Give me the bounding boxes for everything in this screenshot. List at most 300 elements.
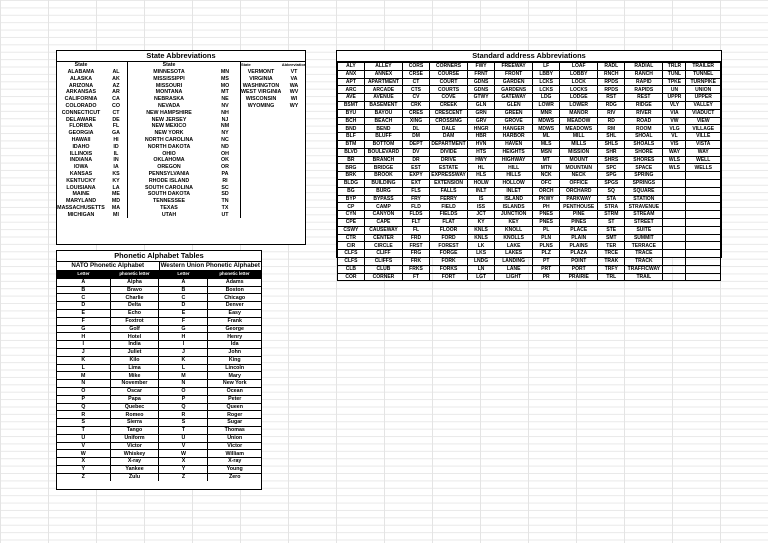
table-cell: LOCK (560, 78, 598, 86)
table-cell: VILLE (686, 133, 721, 141)
table-cell: Hotel (110, 333, 159, 341)
table-cell: COR (338, 273, 365, 281)
table-cell: L (57, 364, 110, 372)
table-cell: U (159, 434, 208, 442)
state-row (57, 191, 127, 198)
table-cell: RPDS (598, 78, 625, 86)
table-cell: CORNER (364, 273, 402, 281)
table-cell: BRANCH (364, 156, 402, 164)
table-cell: TRAFFICWAY (625, 265, 663, 273)
table-cell: RDG (598, 101, 625, 109)
street-row (338, 179, 721, 187)
table-cell: SOUTH CAROLINA (145, 184, 193, 191)
table-cell: RPDS (598, 86, 625, 94)
table-cell: ROAD (625, 117, 663, 125)
table-cell: BAYOU (364, 109, 402, 117)
table-cell: KS (112, 171, 120, 178)
table-cell: RANCH (625, 70, 663, 78)
table-cell: LGT (468, 273, 495, 281)
table-cell: SHR (598, 148, 625, 156)
phonetic-row (57, 309, 261, 317)
table-cell: HAVEN (494, 140, 532, 148)
table-cell: FL (112, 123, 120, 130)
table-cell: TRCE (598, 250, 625, 258)
table-cell: ESTATE (429, 164, 467, 172)
table-cell: PLAINS (560, 242, 598, 250)
table-cell: X-ray (110, 458, 159, 466)
table-cell (663, 179, 686, 187)
table-cell: Kilo (110, 356, 159, 364)
table-cell: CTR (338, 234, 365, 242)
table-cell: RNCH (598, 70, 625, 78)
table-cell: ID (113, 143, 119, 150)
table-cell: V (57, 442, 110, 450)
table-cell: DR (403, 156, 430, 164)
table-cell: LODGE (560, 94, 598, 102)
table-cell: SHL (598, 133, 625, 141)
table-cell (663, 226, 686, 234)
state-row (57, 198, 127, 205)
table-cell: ME (112, 191, 120, 198)
table-cell: X-ray (208, 458, 261, 466)
table-cell: CAUSEWAY (364, 226, 402, 234)
table-cell: PLN (533, 234, 560, 242)
table-cell: E (57, 309, 110, 317)
table-cell: XING (403, 117, 430, 125)
table-cell: FRONT (494, 70, 532, 78)
table-cell: TRAIL (625, 273, 663, 281)
phonetic-row (57, 372, 261, 380)
table-cell: TUNL (663, 70, 686, 78)
table-cell: LOUISIANA (66, 184, 96, 191)
table-cell: K (57, 356, 110, 364)
table-cell: Queen (208, 403, 261, 411)
table-cell: LKS (468, 250, 495, 258)
table-cell: LNDG (468, 257, 495, 265)
phonetic-row (57, 286, 261, 294)
table-cell: I (57, 341, 110, 349)
phonetic-table-title: Phonetic Alphabet Tables (57, 251, 261, 262)
table-cell: BYU (338, 109, 365, 117)
table-cell: NE (221, 96, 229, 103)
table-cell: FORK (429, 257, 467, 265)
table-cell: LOWER (560, 101, 598, 109)
table-cell: NECK (560, 172, 598, 180)
table-cell: R (57, 411, 110, 419)
table-cell: KNLS (468, 226, 495, 234)
table-cell: Y (159, 465, 208, 473)
table-cell: UNION (686, 86, 721, 94)
table-cell: New York (208, 380, 261, 388)
state-row (57, 178, 127, 185)
table-cell: VW (663, 117, 686, 125)
table-cell: MTN (533, 164, 560, 172)
table-cell: TRACE (625, 250, 663, 258)
table-cell: M (57, 372, 110, 380)
table-cell: TER (598, 242, 625, 250)
table-cell (663, 203, 686, 211)
street-abbreviations-table (336, 50, 722, 280)
table-cell: NCK (533, 172, 560, 180)
table-cell: BRG (338, 164, 365, 172)
street-row (338, 63, 721, 71)
state-header: State (241, 62, 251, 68)
state-row (128, 144, 240, 151)
table-cell: FORGE (429, 250, 467, 258)
table-cell: CANYON (364, 211, 402, 219)
table-cell: HILLS (494, 172, 532, 180)
table-cell: VLY (663, 101, 686, 109)
table-cell: George (208, 325, 261, 333)
table-cell: FWY (468, 63, 495, 71)
table-cell: TN (221, 198, 229, 205)
phonetic-row (57, 473, 261, 480)
table-cell: ST (598, 218, 625, 226)
table-cell: MI (113, 211, 119, 218)
table-cell: STA (598, 195, 625, 203)
table-cell: Alpha (110, 278, 159, 286)
state-row (128, 96, 240, 103)
table-cell: GLN (468, 101, 495, 109)
abbr-header: Abbreviation (281, 62, 307, 68)
state-row (128, 157, 240, 164)
street-row (338, 273, 721, 281)
state-row (128, 198, 240, 205)
table-cell: LF (533, 63, 560, 71)
table-cell: PH (533, 203, 560, 211)
table-cell: BRK (338, 172, 365, 180)
table-cell: JUNCTION (494, 211, 532, 219)
table-cell: ARC (338, 86, 365, 94)
table-cell: LCKS (533, 78, 560, 86)
table-cell: Y (57, 465, 110, 473)
table-cell: ORCH (533, 187, 560, 195)
table-cell: B (159, 286, 208, 294)
table-cell: FLORIDA (69, 123, 93, 130)
table-cell: VLG (663, 125, 686, 133)
table-cell: PINE (560, 211, 598, 219)
table-cell: BYPASS (364, 195, 402, 203)
table-cell: Ocean (208, 387, 261, 395)
table-cell: Romeo (110, 411, 159, 419)
table-cell: MASSACHUSETTS (57, 205, 105, 212)
table-cell: KNLS (468, 234, 495, 242)
state-row (128, 89, 240, 96)
table-cell: BCH (338, 117, 365, 125)
table-cell: COURT (429, 78, 467, 86)
table-cell: FL (403, 226, 430, 234)
table-cell: ANX (338, 70, 365, 78)
table-cell: SOUTH DAKOTA (147, 191, 191, 198)
table-cell: PLNS (533, 242, 560, 250)
state-row (57, 89, 127, 96)
table-cell: AR (112, 89, 120, 96)
table-cell: CT (403, 78, 430, 86)
table-cell: CORS (403, 63, 430, 71)
table-cell: AZ (112, 82, 120, 89)
table-cell: EXT (403, 179, 430, 187)
table-cell: NV (221, 103, 229, 110)
street-row (338, 86, 721, 94)
table-cell: BASEMENT (364, 101, 402, 109)
table-cell: RST (598, 94, 625, 102)
table-cell: HAWAII (71, 137, 91, 144)
table-cell: A (159, 278, 208, 286)
table-cell: William (208, 450, 261, 458)
table-cell: PLZ (533, 250, 560, 258)
state-row (57, 110, 127, 117)
street-row (338, 156, 721, 164)
table-cell: PENTHOUSE (560, 203, 598, 211)
table-cell: DL (403, 125, 430, 133)
table-cell: STE (598, 226, 625, 234)
table-cell: FREEWAY (494, 63, 532, 71)
table-cell: PENNSYLVANIA (148, 171, 190, 178)
table-cell: BLUFF (364, 133, 402, 141)
table-cell: MO (220, 82, 230, 89)
table-cell: FORT (429, 273, 467, 281)
street-row (338, 148, 721, 156)
table-cell: I (159, 341, 208, 349)
table-cell: SHORE (625, 148, 663, 156)
abbr-header (105, 62, 127, 69)
table-cell: ARCADE (364, 86, 402, 94)
table-cell: HOLLOW (494, 179, 532, 187)
table-cell: Henry (208, 333, 261, 341)
table-cell: BG (338, 187, 365, 195)
table-cell: S (159, 419, 208, 427)
table-cell: D (57, 302, 110, 310)
table-cell: OFC (533, 179, 560, 187)
phonetic-row (57, 302, 261, 310)
table-cell: SPG (598, 172, 625, 180)
state-row (57, 116, 127, 123)
table-cell (686, 242, 721, 250)
table-cell: DE (112, 116, 120, 123)
table-cell: HARBOR (494, 133, 532, 141)
table-cell: KANSAS (69, 171, 93, 178)
table-cell: BYP (338, 195, 365, 203)
table-cell: OREGON (157, 164, 181, 171)
state-row (57, 150, 127, 157)
table-cell: FT (403, 273, 430, 281)
table-cell: CRK (403, 101, 430, 109)
table-cell: MDWS (533, 125, 560, 133)
table-cell (686, 226, 721, 234)
table-cell: Zero (208, 473, 261, 480)
table-cell: UTAH (161, 211, 177, 218)
table-cell: INLT (468, 187, 495, 195)
table-cell: INLET (494, 187, 532, 195)
table-cell: IDAHO (72, 143, 90, 150)
table-cell: MEADOW (560, 117, 598, 125)
street-row (338, 164, 721, 172)
table-cell: TERRACE (625, 242, 663, 250)
table-cell: W (57, 450, 110, 458)
table-cell: WYOMING (247, 103, 275, 110)
phonetic-row (57, 426, 261, 434)
state-row (128, 130, 240, 137)
table-cell: FLDS (403, 211, 430, 219)
table-cell: FLD (403, 203, 430, 211)
table-cell: HVN (468, 140, 495, 148)
table-cell: J (159, 348, 208, 356)
table-cell: Mike (110, 372, 159, 380)
phonetic-row (57, 419, 261, 427)
phonetic-row (57, 356, 261, 364)
table-cell: WEST VIRGINIA (241, 89, 281, 96)
phonetic-grid (57, 271, 261, 481)
table-cell: Juliet (110, 348, 159, 356)
table-cell: November (110, 380, 159, 388)
table-cell: CTS (403, 86, 430, 94)
table-cell: F (57, 317, 110, 325)
table-cell: TEXAS (160, 205, 178, 212)
table-cell: PORT (560, 265, 598, 273)
table-cell: FALLS (429, 187, 467, 195)
table-cell: Echo (110, 309, 159, 317)
table-cell: BUILDING (364, 179, 402, 187)
table-cell: TRLR (663, 63, 686, 71)
table-cell: GROVE (494, 117, 532, 125)
table-cell (686, 218, 721, 226)
table-cell: N (57, 380, 110, 388)
table-cell: NEBRASKA (153, 96, 185, 103)
table-cell: MN (220, 69, 230, 76)
table-cell: MEADOWS (560, 125, 598, 133)
state-row (128, 82, 240, 89)
table-cell: GRN (468, 109, 495, 117)
table-cell: KNOLLS (494, 234, 532, 242)
table-cell: KNOLL (494, 226, 532, 234)
table-cell: DEPT (403, 140, 430, 148)
table-cell: Z (57, 473, 110, 480)
table-cell: MINNESOTA (153, 69, 185, 76)
table-cell: CLIFFS (364, 257, 402, 265)
table-cell: CPE (338, 218, 365, 226)
table-cell: G (159, 325, 208, 333)
table-cell (663, 257, 686, 265)
phonetic-row (57, 341, 261, 349)
table-cell: NEVADA (158, 103, 180, 110)
table-cell: Easy (208, 309, 261, 317)
table-cell: NJ (221, 116, 229, 123)
letter-header: Letter (57, 271, 110, 278)
table-cell: HBR (468, 133, 495, 141)
table-cell: PRT (533, 265, 560, 273)
state-row (128, 212, 240, 219)
street-table-title: Standard address Abbreviations (337, 51, 721, 62)
table-cell: O (159, 387, 208, 395)
table-cell: BLVD (338, 148, 365, 156)
table-cell: VERMONT (247, 69, 275, 76)
table-cell: HTS (468, 148, 495, 156)
table-cell: KEY (494, 218, 532, 226)
state-row (57, 164, 127, 171)
table-cell: Q (57, 403, 110, 411)
table-cell: OK (221, 157, 229, 164)
table-cell (663, 273, 686, 281)
table-cell: ISS (468, 203, 495, 211)
table-cell: APT (338, 78, 365, 86)
table-cell: SD (221, 191, 229, 198)
table-cell: HOLW (468, 179, 495, 187)
table-cell: MT (533, 156, 560, 164)
table-cell: Ida (208, 341, 261, 349)
phonetic-row (57, 465, 261, 473)
state-table-title: State Abbreviations (57, 51, 305, 62)
table-cell: FRST (403, 242, 430, 250)
table-cell: CO (112, 103, 120, 110)
table-cell: NM (220, 123, 230, 130)
table-cell: TRACK (625, 257, 663, 265)
table-cell: WAY (686, 148, 721, 156)
table-cell: SQUARE (625, 187, 663, 195)
table-cell: MOUNT (560, 156, 598, 164)
table-cell: Denver (208, 302, 261, 310)
table-cell: LOBBY (560, 70, 598, 78)
state-row (57, 96, 127, 103)
table-cell: EXPY (403, 172, 430, 180)
table-cell: Sierra (110, 419, 159, 427)
table-cell: SHOALS (625, 140, 663, 148)
table-cell: UPPR (663, 94, 686, 102)
state-row (241, 103, 307, 110)
table-cell: R (159, 411, 208, 419)
table-cell: EST (403, 164, 430, 172)
table-cell: IOWA (73, 164, 89, 171)
table-cell: T (57, 426, 110, 434)
table-cell: TPKE (663, 78, 686, 86)
table-cell: STRA (598, 203, 625, 211)
table-cell: COURTS (429, 86, 467, 94)
table-cell: RM (598, 125, 625, 133)
table-cell: VALLEY (686, 101, 721, 109)
table-cell: F (159, 317, 208, 325)
table-cell: Golf (110, 325, 159, 333)
letter-header: Letter (159, 271, 208, 278)
table-cell (686, 187, 721, 195)
state-row (57, 76, 127, 83)
table-cell: CP (338, 203, 365, 211)
street-row (338, 70, 721, 78)
table-cell: ARIZONA (68, 82, 94, 89)
table-cell: NEW YORK (154, 130, 184, 137)
table-cell: ML (533, 133, 560, 141)
table-cell: CAMP (364, 203, 402, 211)
table-cell: COLORADO (65, 103, 97, 110)
table-cell: H (159, 333, 208, 341)
street-row (338, 94, 721, 102)
table-cell: HNGR (468, 125, 495, 133)
table-cell: WY (289, 103, 299, 110)
table-cell: WA (289, 82, 299, 89)
table-cell: Lincoln (208, 364, 261, 372)
state-row (128, 116, 240, 123)
table-cell: BOULEVARD (364, 148, 402, 156)
table-cell (686, 273, 721, 281)
table-cell: Oscar (110, 387, 159, 395)
table-cell: AL (112, 69, 120, 76)
table-cell: EXPRESSWAY (431, 172, 466, 179)
phonetic-row (57, 458, 261, 466)
phonetic-row (57, 380, 261, 388)
table-cell: King (208, 356, 261, 364)
table-cell: PL (533, 226, 560, 234)
table-cell: VIEW (686, 117, 721, 125)
table-cell: MISSION (560, 148, 598, 156)
state-right-columns (241, 62, 307, 110)
